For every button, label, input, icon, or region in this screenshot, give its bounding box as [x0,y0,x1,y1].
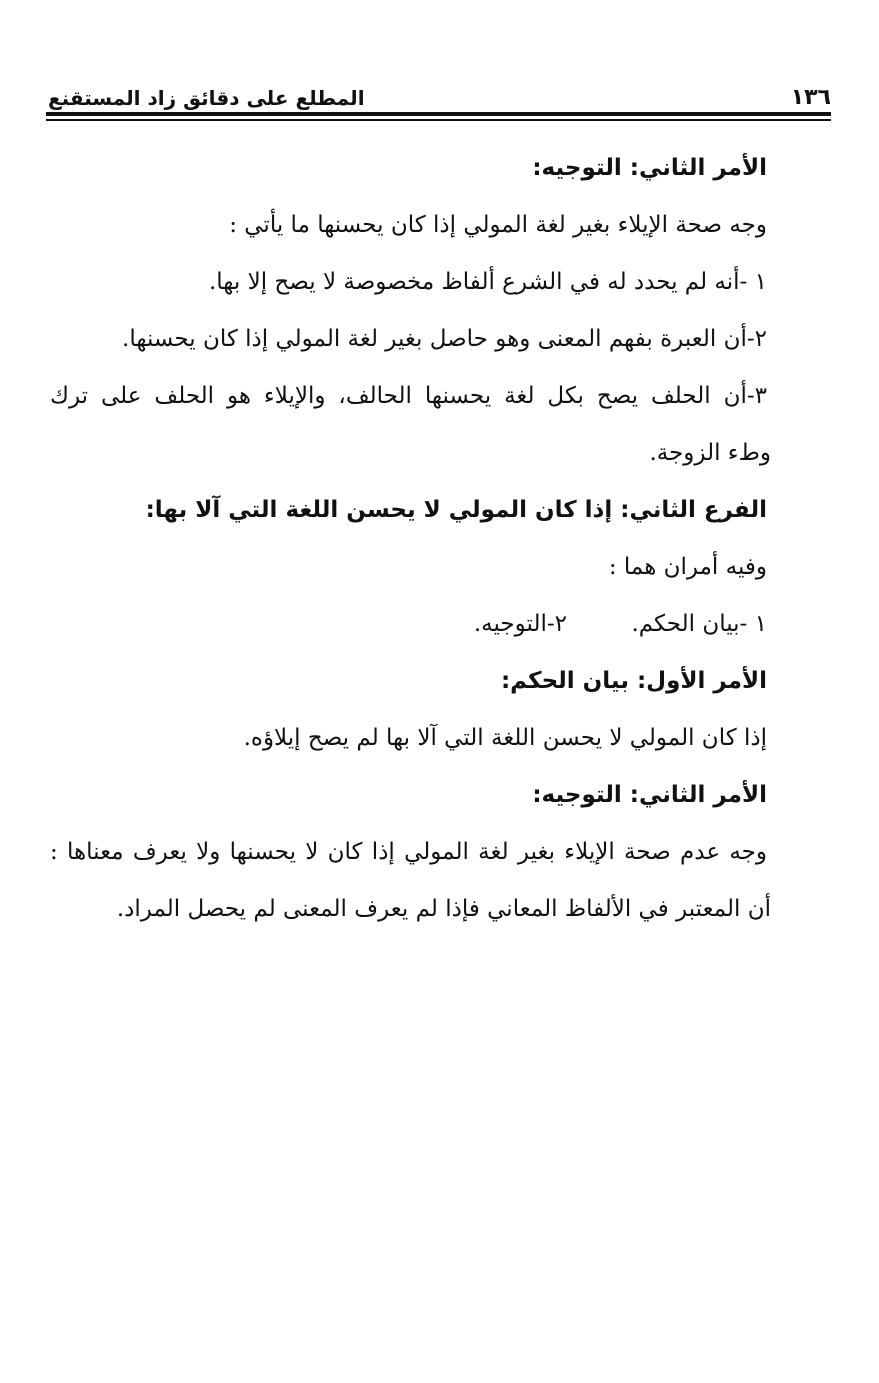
paragraph-two-matters: وفيه أمران هما : [608,554,767,580]
paragraph-reason-line-2: أن المعتبر في الألفاظ المعاني فإذا لم يعرف المعنى لم يحصل المراد. [116,896,771,922]
heading-second-matter-guidance-2: الأمر الثاني: التوجيه: [532,782,767,808]
sub-item-ruling: ١ -بيان الحكم. [631,611,767,637]
body-text [50,140,771,938]
header-rule-thick [46,112,831,116]
list-item-3-line-2: وطء الزوجة. [649,440,771,466]
list-item-2: ٢-أن العبرة بفهم المعنى وهو حاصل بغير لغة المولي إذا كان يحسنها. [122,326,767,352]
paragraph-intro: وجه صحة الإيلاء بغير لغة المولي إذا كان يحسنها ما يأتي : [229,212,767,238]
heading-first-matter: الأمر الأول: بيان الحكم: [500,668,767,694]
header-rule-thin [46,119,831,121]
heading-second-matter-guidance: الأمر الثاني: التوجيه: [532,155,767,181]
sub-item-guidance: ٢-التوجيه. [473,611,567,637]
heading-second-branch: الفرع الثاني: إذا كان المولي لا يحسن اللغة التي آلا بها: [145,497,767,523]
running-header [48,76,831,110]
sub-items-row [50,596,767,653]
paragraph-ruling: إذا كان المولي لا يحسن اللغة التي آلا بها لم يصح إيلاؤه. [243,725,767,751]
book-title: المطلع على دقائق زاد المستقنع [48,86,365,110]
page-number: ١٣٦ [790,85,831,110]
paragraph-reason-line-1: وجه عدم صحة الإيلاء بغير لغة المولي إذا كان لا يحسنها ولا يعرف معناها : [50,839,767,865]
list-item-1: ١ -أنه لم يحدد له في الشرع ألفاظ مخصوصة لا يصح إلا بها. [208,269,767,295]
list-item-3-line-1: ٣-أن الحلف يصح بكل لغة يحسنها الحالف، والإيلاء هو الحلف على ترك [50,383,767,409]
